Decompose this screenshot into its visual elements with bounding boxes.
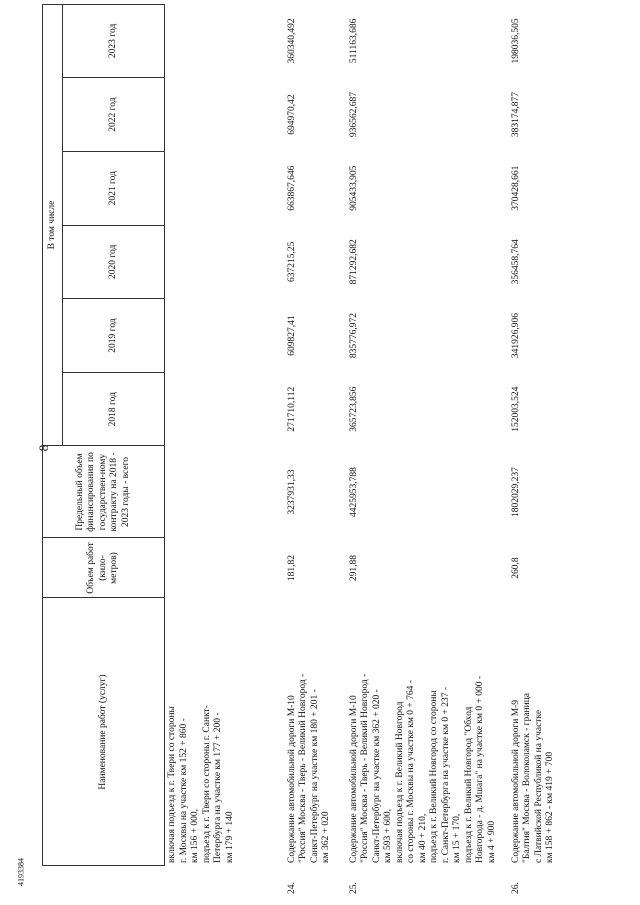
name-line: Новгорода - д. Мшага" на участке км 0 + 000 -	[475, 675, 485, 863]
row-value-2020: 871292,682	[348, 239, 359, 285]
row-value-2018: 152003,524	[510, 386, 521, 432]
financing-table	[42, 4, 559, 894]
header-year-2023: 2023 год	[63, 4, 165, 78]
row-name	[347, 598, 509, 866]
row-value-2023	[165, 4, 285, 78]
row-limit: 1802029,237	[510, 467, 521, 517]
header-limit: Предельный объем финансирования по государствен-ному контракту на 2018 - 2023 годы - всего	[43, 446, 165, 538]
header-including: В том числе	[43, 4, 63, 446]
row-name	[285, 598, 347, 866]
row-value-2022: 936562,687	[348, 91, 359, 138]
row-name	[165, 598, 285, 866]
row-number: 25.	[348, 882, 359, 894]
row-limit	[165, 446, 285, 538]
row-value-2020: 637215,25	[286, 241, 297, 283]
row-value-2019	[165, 299, 285, 373]
row-value-2021: 370428,661	[510, 165, 521, 211]
name-line: "Балтия" Москва - Волоколамск - граница	[522, 692, 532, 863]
row-number	[165, 866, 285, 894]
name-line: км 179 + 140	[224, 811, 235, 863]
name-line: км 4 + 900	[486, 820, 497, 863]
name-line: подъезд к г. Твери со стороны г. Санкт-	[201, 705, 212, 863]
name-line: км 15 + 170,	[452, 813, 462, 863]
name-line: км 362 + 020	[321, 811, 331, 863]
name-line: г. Санкт-Петербурга на участке км 0 + 237 -	[440, 686, 451, 863]
row-value-2021: 905433,905	[348, 165, 359, 211]
row-value-2019: 609827,41	[286, 315, 297, 356]
row-value-2023: 360340,492	[286, 18, 297, 64]
row-value-2022: 383174,877	[510, 91, 521, 138]
table-row	[285, 4, 347, 894]
document-id: 4193384	[16, 858, 26, 886]
name-line: Содержание автомобильной дороги М-10	[348, 695, 359, 863]
row-value-2023: 198036,505	[510, 18, 521, 64]
header-year-2021: 2021 год	[63, 151, 165, 225]
header-year-2020: 2020 год	[63, 225, 165, 299]
row-limit: 3237931,33	[286, 469, 297, 515]
row-volume	[165, 538, 285, 598]
header-name: Наименование работ (услуг)	[43, 598, 165, 866]
row-value-2018: 365723,856	[348, 386, 359, 432]
name-line: с Латвийской Республикой на участке	[533, 709, 544, 863]
name-line: "Россия" Москва - Тверь - Великий Новгород -	[298, 673, 308, 863]
name-line: Содержание автомобильной дороги М-9	[510, 699, 521, 863]
row-volume: 181,82	[286, 554, 297, 582]
row-value-2021	[165, 151, 285, 225]
row-limit: 4425953,788	[348, 467, 359, 517]
row-value-2022: 694970,42	[286, 94, 297, 135]
name-line: г. Москвы на участке км 152 + 860 -	[178, 718, 189, 863]
page-number: 8	[36, 444, 51, 452]
row-value-2020	[165, 225, 285, 299]
row-value-2022	[165, 78, 285, 152]
row-value-2019: 835776,972	[348, 312, 359, 359]
row-value-2018	[165, 372, 285, 446]
row-value-2020: 356458,764	[510, 239, 521, 285]
name-line: подъезд к г. Великий Новгород со стороны	[429, 690, 439, 863]
row-value-2021: 663867,646	[286, 165, 297, 211]
row-value-2019: 341926,906	[510, 312, 521, 359]
name-line: включая подъезд к г. Великий Новгород	[394, 701, 405, 863]
header-year-2018: 2018 год	[63, 372, 165, 446]
name-line: Санкт-Петербург на участке км 180 + 201 -	[309, 689, 320, 863]
name-line: Петербурга на участке км 177 + 200 -	[213, 712, 223, 863]
name-line: км 593 + 600,	[383, 809, 393, 863]
header-year-2022: 2022 год	[63, 78, 165, 152]
name-line: со стороны г. Москвы на участке км 0 + 764 -	[406, 680, 416, 863]
header-year-2019: 2019 год	[63, 299, 165, 373]
row-volume: 291,88	[348, 554, 359, 582]
header-number-cell	[43, 866, 165, 894]
name-line: км 40 + 210,	[417, 813, 428, 863]
name-line: Санкт-Петербург на участке км 362 + 020 -	[371, 689, 382, 863]
row-name	[509, 598, 559, 866]
row-value-2018: 271710,112	[286, 386, 297, 432]
name-line: включая подъезд к г. Твери со стороны	[167, 706, 177, 863]
row-volume: 260,8	[510, 557, 521, 579]
rotated-table-container	[42, 4, 598, 894]
table-row	[347, 4, 509, 894]
row-number: 24.	[286, 882, 297, 894]
name-line: подъезд к г. Великий Новгород "Обход	[463, 706, 474, 863]
header-volume: Объем работ (кило-метров)	[43, 538, 165, 598]
name-line: км 158 + 862 - км 419 + 700	[545, 751, 555, 863]
row-number: 26.	[510, 882, 521, 894]
table-row	[165, 4, 285, 894]
row-value-2023: 511163,686	[348, 18, 359, 64]
name-line: "Россия" Москва - Тверь - Великий Новгород -	[360, 673, 370, 863]
table-row	[509, 4, 559, 894]
name-line: км 156 + 000,	[190, 809, 200, 863]
name-line: Содержание автомобильной дороги М-10	[286, 695, 297, 863]
